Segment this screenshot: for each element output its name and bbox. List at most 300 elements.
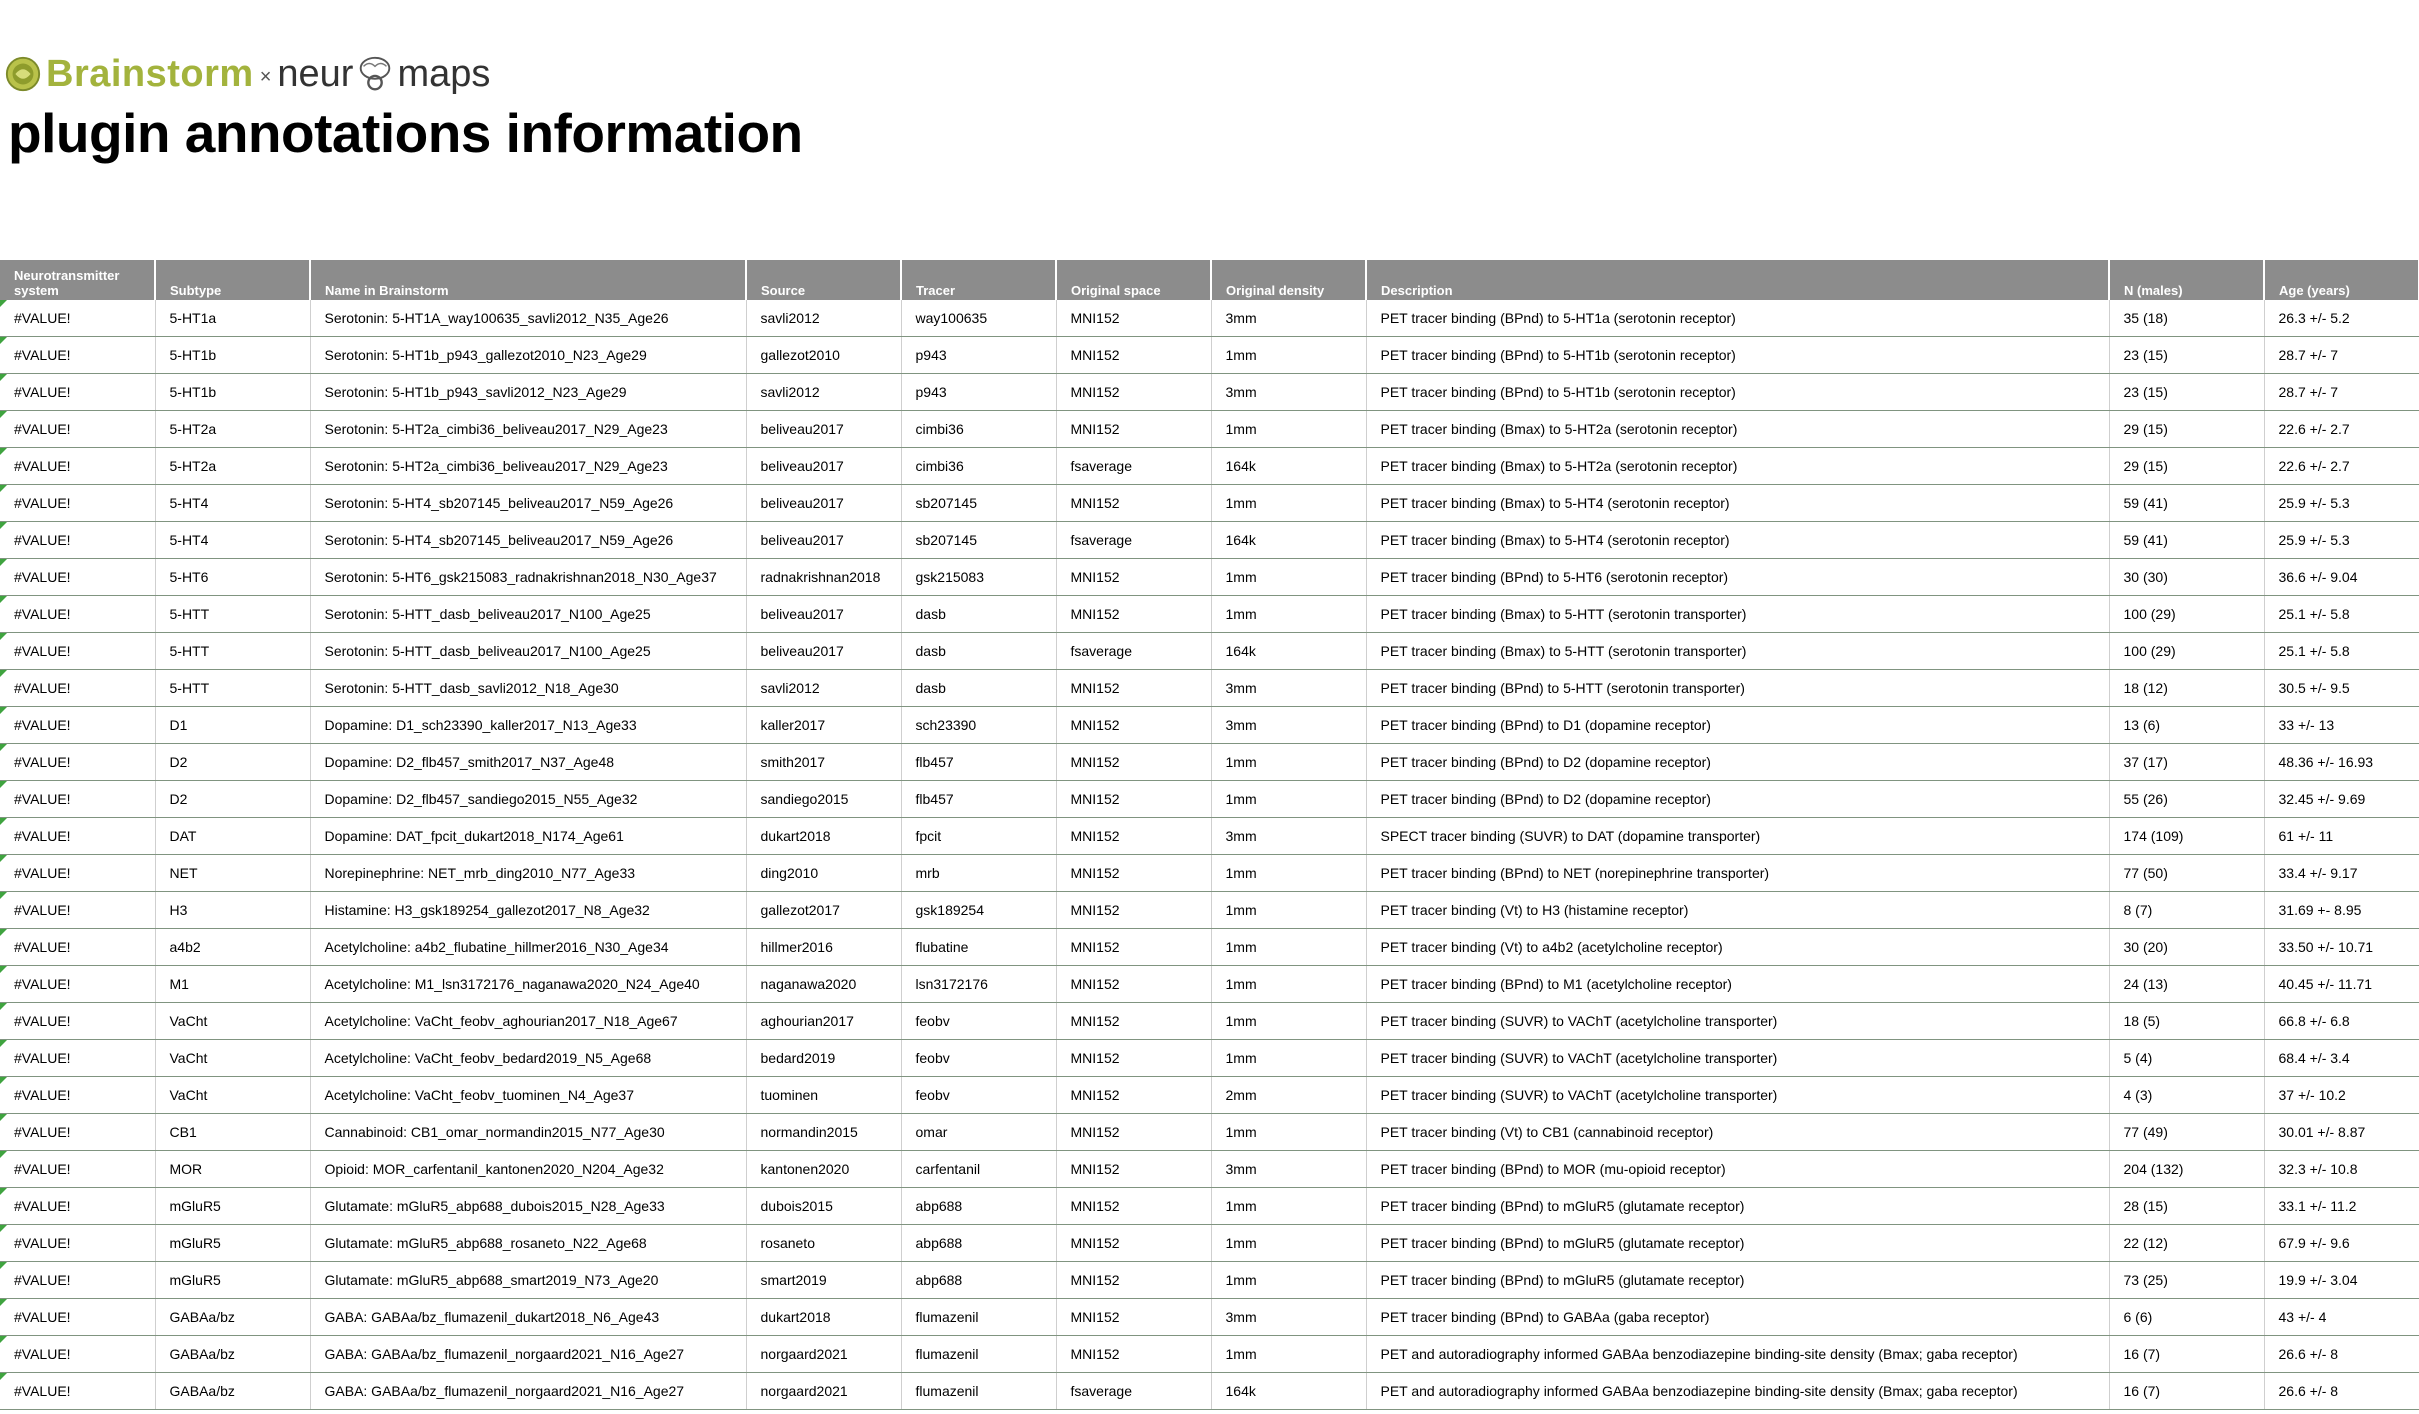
table-cell[interactable]	[310, 1151, 746, 1188]
table-cell[interactable]	[0, 1151, 155, 1188]
table-cell[interactable]	[1366, 744, 2109, 781]
table-cell[interactable]	[2264, 670, 2419, 707]
table-cell[interactable]	[746, 1188, 901, 1225]
table-cell[interactable]	[2109, 485, 2264, 522]
table-cell[interactable]	[310, 411, 746, 448]
table-cell[interactable]	[0, 337, 155, 374]
table-cell[interactable]	[0, 818, 155, 855]
column-header[interactable]: Name in Brainstorm	[310, 260, 746, 300]
table-cell[interactable]	[746, 411, 901, 448]
table-cell[interactable]	[1056, 1188, 1211, 1225]
table-cell[interactable]	[2264, 1188, 2419, 1225]
table-cell[interactable]	[1211, 1299, 1366, 1336]
table-cell[interactable]	[1211, 559, 1366, 596]
table-cell[interactable]	[0, 559, 155, 596]
table-cell[interactable]	[1056, 781, 1211, 818]
table-cell[interactable]	[2264, 781, 2419, 818]
table-cell[interactable]	[1056, 633, 1211, 670]
table-cell[interactable]	[155, 929, 310, 966]
table-cell[interactable]	[1211, 411, 1366, 448]
table-cell[interactable]	[0, 596, 155, 633]
table-cell[interactable]	[0, 1003, 155, 1040]
table-cell[interactable]	[901, 1003, 1056, 1040]
table-cell[interactable]	[1211, 1151, 1366, 1188]
table-cell[interactable]	[0, 448, 155, 485]
table-cell[interactable]	[901, 1373, 1056, 1410]
table-cell[interactable]	[901, 559, 1056, 596]
table-cell[interactable]	[746, 670, 901, 707]
table-cell[interactable]	[155, 855, 310, 892]
table-cell[interactable]	[155, 670, 310, 707]
table-cell[interactable]	[1056, 1003, 1211, 1040]
table-cell[interactable]	[1366, 1003, 2109, 1040]
table-cell[interactable]	[746, 522, 901, 559]
table-cell[interactable]	[2109, 1373, 2264, 1410]
table-cell[interactable]	[0, 411, 155, 448]
table-cell[interactable]	[1366, 1151, 2109, 1188]
table-cell[interactable]	[2109, 448, 2264, 485]
table-cell[interactable]	[0, 300, 155, 337]
table-cell[interactable]	[2264, 448, 2419, 485]
column-header[interactable]: Tracer	[901, 260, 1056, 300]
table-cell[interactable]	[901, 707, 1056, 744]
table-cell[interactable]	[0, 522, 155, 559]
table-cell[interactable]	[1056, 744, 1211, 781]
table-cell[interactable]	[155, 337, 310, 374]
table-cell[interactable]	[155, 1299, 310, 1336]
table-cell[interactable]	[2264, 929, 2419, 966]
table-cell[interactable]	[1056, 522, 1211, 559]
table-cell[interactable]	[1366, 1262, 2109, 1299]
table-cell[interactable]	[901, 1151, 1056, 1188]
table-cell[interactable]	[1366, 855, 2109, 892]
table-cell[interactable]	[1366, 670, 2109, 707]
table-cell[interactable]	[901, 1225, 1056, 1262]
column-header[interactable]: Original density	[1211, 260, 1366, 300]
table-cell[interactable]	[901, 818, 1056, 855]
table-cell[interactable]	[746, 966, 901, 1003]
table-cell[interactable]	[2109, 707, 2264, 744]
table-cell[interactable]	[2264, 1151, 2419, 1188]
table-cell[interactable]	[1211, 485, 1366, 522]
table-cell[interactable]	[1056, 966, 1211, 1003]
table-cell[interactable]	[1056, 1336, 1211, 1373]
table-cell[interactable]	[1366, 411, 2109, 448]
table-cell[interactable]	[746, 1262, 901, 1299]
table-cell[interactable]	[310, 1336, 746, 1373]
table-cell[interactable]	[2109, 411, 2264, 448]
table-cell[interactable]	[1056, 1114, 1211, 1151]
table-cell[interactable]	[310, 892, 746, 929]
table-cell[interactable]	[2109, 374, 2264, 411]
table-cell[interactable]	[746, 781, 901, 818]
table-cell[interactable]	[2264, 707, 2419, 744]
table-cell[interactable]	[0, 633, 155, 670]
table-cell[interactable]	[2264, 633, 2419, 670]
table-cell[interactable]	[310, 818, 746, 855]
table-cell[interactable]	[1366, 559, 2109, 596]
table-cell[interactable]	[1056, 337, 1211, 374]
table-cell[interactable]	[1366, 485, 2109, 522]
column-header[interactable]: Source	[746, 260, 901, 300]
table-cell[interactable]	[310, 559, 746, 596]
table-cell[interactable]	[155, 559, 310, 596]
table-cell[interactable]	[2264, 1077, 2419, 1114]
table-cell[interactable]	[901, 1040, 1056, 1077]
table-cell[interactable]	[746, 855, 901, 892]
table-cell[interactable]	[901, 966, 1056, 1003]
table-cell[interactable]	[0, 707, 155, 744]
table-cell[interactable]	[2109, 781, 2264, 818]
table-cell[interactable]	[310, 1373, 746, 1410]
table-cell[interactable]	[1366, 929, 2109, 966]
table-cell[interactable]	[310, 485, 746, 522]
table-cell[interactable]	[2264, 300, 2419, 337]
table-cell[interactable]	[155, 1336, 310, 1373]
column-header[interactable]: Description	[1366, 260, 2109, 300]
table-cell[interactable]	[0, 1040, 155, 1077]
table-cell[interactable]	[746, 374, 901, 411]
table-cell[interactable]	[1056, 1225, 1211, 1262]
table-cell[interactable]	[0, 1299, 155, 1336]
table-cell[interactable]	[0, 855, 155, 892]
table-cell[interactable]	[1366, 337, 2109, 374]
table-cell[interactable]	[155, 1077, 310, 1114]
table-cell[interactable]	[746, 1225, 901, 1262]
table-cell[interactable]	[2264, 337, 2419, 374]
table-cell[interactable]	[746, 1151, 901, 1188]
table-cell[interactable]	[1211, 707, 1366, 744]
table-cell[interactable]	[155, 966, 310, 1003]
table-cell[interactable]	[310, 855, 746, 892]
table-cell[interactable]	[2109, 818, 2264, 855]
table-cell[interactable]	[310, 1225, 746, 1262]
table-cell[interactable]	[155, 633, 310, 670]
table-cell[interactable]	[1211, 929, 1366, 966]
table-cell[interactable]	[155, 485, 310, 522]
table-cell[interactable]	[746, 1373, 901, 1410]
table-cell[interactable]	[901, 337, 1056, 374]
table-cell[interactable]	[746, 1114, 901, 1151]
table-cell[interactable]	[901, 485, 1056, 522]
table-cell[interactable]	[1056, 670, 1211, 707]
table-cell[interactable]	[746, 744, 901, 781]
table-cell[interactable]	[1211, 337, 1366, 374]
table-cell[interactable]	[2264, 818, 2419, 855]
table-cell[interactable]	[2264, 596, 2419, 633]
table-cell[interactable]	[1211, 1262, 1366, 1299]
table-cell[interactable]	[155, 892, 310, 929]
table-cell[interactable]	[1366, 818, 2109, 855]
table-cell[interactable]	[1211, 1077, 1366, 1114]
table-cell[interactable]	[2264, 1114, 2419, 1151]
table-cell[interactable]	[901, 781, 1056, 818]
table-cell[interactable]	[1056, 374, 1211, 411]
table-cell[interactable]	[2109, 1114, 2264, 1151]
table-cell[interactable]	[901, 300, 1056, 337]
table-cell[interactable]	[2109, 1077, 2264, 1114]
table-cell[interactable]	[1211, 1114, 1366, 1151]
table-cell[interactable]	[746, 448, 901, 485]
table-cell[interactable]	[155, 818, 310, 855]
table-cell[interactable]	[310, 596, 746, 633]
table-cell[interactable]	[310, 744, 746, 781]
table-cell[interactable]	[2109, 337, 2264, 374]
table-cell[interactable]	[1211, 1040, 1366, 1077]
table-cell[interactable]	[901, 1077, 1056, 1114]
table-cell[interactable]	[1211, 855, 1366, 892]
table-cell[interactable]	[310, 337, 746, 374]
table-cell[interactable]	[1211, 744, 1366, 781]
table-cell[interactable]	[2264, 1003, 2419, 1040]
table-cell[interactable]	[1211, 448, 1366, 485]
table-cell[interactable]	[2109, 744, 2264, 781]
table-cell[interactable]	[1211, 1336, 1366, 1373]
table-cell[interactable]	[901, 522, 1056, 559]
table-cell[interactable]	[901, 670, 1056, 707]
table-cell[interactable]	[1366, 1077, 2109, 1114]
table-cell[interactable]	[746, 337, 901, 374]
table-cell[interactable]	[155, 744, 310, 781]
table-cell[interactable]	[901, 855, 1056, 892]
table-cell[interactable]	[1056, 892, 1211, 929]
table-cell[interactable]	[310, 1188, 746, 1225]
table-cell[interactable]	[1056, 559, 1211, 596]
table-cell[interactable]	[0, 781, 155, 818]
table-cell[interactable]	[901, 374, 1056, 411]
table-cell[interactable]	[901, 1114, 1056, 1151]
table-cell[interactable]	[155, 1262, 310, 1299]
table-cell[interactable]	[155, 707, 310, 744]
table-cell[interactable]	[1366, 1299, 2109, 1336]
table-cell[interactable]	[2264, 744, 2419, 781]
table-cell[interactable]	[1056, 707, 1211, 744]
table-cell[interactable]	[1366, 448, 2109, 485]
table-cell[interactable]	[0, 1373, 155, 1410]
table-cell[interactable]	[1366, 707, 2109, 744]
table-cell[interactable]	[1056, 485, 1211, 522]
table-cell[interactable]	[746, 707, 901, 744]
table-cell[interactable]	[901, 1336, 1056, 1373]
table-cell[interactable]	[310, 707, 746, 744]
table-cell[interactable]	[310, 633, 746, 670]
table-cell[interactable]	[0, 670, 155, 707]
table-cell[interactable]	[310, 1003, 746, 1040]
table-cell[interactable]	[310, 966, 746, 1003]
table-cell[interactable]	[1056, 929, 1211, 966]
table-cell[interactable]	[2109, 559, 2264, 596]
table-cell[interactable]	[310, 1299, 746, 1336]
table-cell[interactable]	[746, 596, 901, 633]
table-cell[interactable]	[1056, 411, 1211, 448]
table-cell[interactable]	[0, 1188, 155, 1225]
table-cell[interactable]	[2109, 1299, 2264, 1336]
table-cell[interactable]	[1211, 966, 1366, 1003]
table-cell[interactable]	[1211, 818, 1366, 855]
table-cell[interactable]	[0, 1077, 155, 1114]
table-cell[interactable]	[1056, 855, 1211, 892]
table-cell[interactable]	[310, 1077, 746, 1114]
table-cell[interactable]	[1056, 300, 1211, 337]
table-cell[interactable]	[310, 522, 746, 559]
table-cell[interactable]	[746, 633, 901, 670]
table-cell[interactable]	[0, 966, 155, 1003]
table-cell[interactable]	[1211, 1225, 1366, 1262]
table-cell[interactable]	[901, 596, 1056, 633]
table-cell[interactable]	[2264, 1299, 2419, 1336]
table-cell[interactable]	[2109, 1003, 2264, 1040]
table-cell[interactable]	[1366, 1188, 2109, 1225]
table-cell[interactable]	[310, 929, 746, 966]
table-cell[interactable]	[0, 1262, 155, 1299]
table-cell[interactable]	[1211, 633, 1366, 670]
table-cell[interactable]	[2109, 855, 2264, 892]
table-cell[interactable]	[2109, 670, 2264, 707]
table-cell[interactable]	[746, 1040, 901, 1077]
table-cell[interactable]	[0, 485, 155, 522]
table-cell[interactable]	[0, 744, 155, 781]
column-header[interactable]: Subtype	[155, 260, 310, 300]
table-cell[interactable]	[155, 781, 310, 818]
table-cell[interactable]	[746, 300, 901, 337]
table-cell[interactable]	[1211, 374, 1366, 411]
table-cell[interactable]	[155, 1225, 310, 1262]
table-cell[interactable]	[1366, 966, 2109, 1003]
table-cell[interactable]	[0, 374, 155, 411]
column-header[interactable]: Neurotransmitter system	[0, 260, 155, 300]
table-cell[interactable]	[2109, 1188, 2264, 1225]
table-cell[interactable]	[2109, 929, 2264, 966]
table-cell[interactable]	[1366, 1373, 2109, 1410]
column-header[interactable]: Original space	[1056, 260, 1211, 300]
table-cell[interactable]	[2109, 966, 2264, 1003]
table-cell[interactable]	[1056, 1077, 1211, 1114]
table-cell[interactable]	[1366, 633, 2109, 670]
table-cell[interactable]	[746, 1077, 901, 1114]
table-cell[interactable]	[746, 1336, 901, 1373]
table-cell[interactable]	[2264, 559, 2419, 596]
table-cell[interactable]	[1056, 1040, 1211, 1077]
table-cell[interactable]	[2264, 1262, 2419, 1299]
table-cell[interactable]	[901, 892, 1056, 929]
table-cell[interactable]	[2264, 1336, 2419, 1373]
table-cell[interactable]	[1211, 892, 1366, 929]
table-cell[interactable]	[901, 1262, 1056, 1299]
table-cell[interactable]	[155, 596, 310, 633]
table-cell[interactable]	[1056, 596, 1211, 633]
table-cell[interactable]	[2264, 485, 2419, 522]
table-cell[interactable]	[1366, 300, 2109, 337]
table-cell[interactable]	[901, 929, 1056, 966]
table-cell[interactable]	[1366, 374, 2109, 411]
table-cell[interactable]	[0, 892, 155, 929]
column-header[interactable]: Age (years)	[2264, 260, 2419, 300]
table-cell[interactable]	[1056, 818, 1211, 855]
table-cell[interactable]	[1211, 300, 1366, 337]
table-cell[interactable]	[1211, 1003, 1366, 1040]
table-cell[interactable]	[2264, 966, 2419, 1003]
table-cell[interactable]	[310, 670, 746, 707]
table-cell[interactable]	[310, 1262, 746, 1299]
table-cell[interactable]	[155, 1114, 310, 1151]
table-cell[interactable]	[2264, 1373, 2419, 1410]
table-cell[interactable]	[2109, 300, 2264, 337]
table-cell[interactable]	[1056, 1299, 1211, 1336]
table-cell[interactable]	[0, 1336, 155, 1373]
table-cell[interactable]	[310, 374, 746, 411]
table-cell[interactable]	[310, 1114, 746, 1151]
table-cell[interactable]	[2264, 522, 2419, 559]
table-cell[interactable]	[155, 1040, 310, 1077]
table-cell[interactable]	[2109, 1225, 2264, 1262]
table-cell[interactable]	[310, 300, 746, 337]
table-cell[interactable]	[155, 522, 310, 559]
table-cell[interactable]	[1211, 670, 1366, 707]
table-cell[interactable]	[901, 1188, 1056, 1225]
table-cell[interactable]	[901, 1299, 1056, 1336]
table-cell[interactable]	[155, 1003, 310, 1040]
table-cell[interactable]	[1056, 448, 1211, 485]
table-cell[interactable]	[1211, 1188, 1366, 1225]
table-cell[interactable]	[1366, 1114, 2109, 1151]
table-cell[interactable]	[2109, 1262, 2264, 1299]
table-cell[interactable]	[0, 1114, 155, 1151]
table-cell[interactable]	[155, 1151, 310, 1188]
table-cell[interactable]	[2109, 1151, 2264, 1188]
table-cell[interactable]	[155, 300, 310, 337]
table-cell[interactable]	[1366, 1336, 2109, 1373]
table-cell[interactable]	[155, 1188, 310, 1225]
table-cell[interactable]	[2109, 1336, 2264, 1373]
table-cell[interactable]	[0, 929, 155, 966]
table-cell[interactable]	[1366, 522, 2109, 559]
table-cell[interactable]	[2264, 374, 2419, 411]
table-cell[interactable]	[746, 929, 901, 966]
table-cell[interactable]	[2109, 596, 2264, 633]
table-cell[interactable]	[1056, 1262, 1211, 1299]
table-cell[interactable]	[746, 1299, 901, 1336]
table-cell[interactable]	[746, 892, 901, 929]
table-cell[interactable]	[1211, 596, 1366, 633]
table-cell[interactable]	[155, 1373, 310, 1410]
table-cell[interactable]	[2264, 1225, 2419, 1262]
table-cell[interactable]	[746, 559, 901, 596]
table-cell[interactable]	[901, 448, 1056, 485]
table-cell[interactable]	[746, 818, 901, 855]
table-cell[interactable]	[310, 1040, 746, 1077]
table-cell[interactable]	[2264, 411, 2419, 448]
table-cell[interactable]	[746, 485, 901, 522]
table-cell[interactable]	[2109, 633, 2264, 670]
table-cell[interactable]	[1366, 596, 2109, 633]
table-cell[interactable]	[1211, 1373, 1366, 1410]
table-cell[interactable]	[2109, 1040, 2264, 1077]
table-cell[interactable]	[2264, 1040, 2419, 1077]
table-cell[interactable]	[901, 744, 1056, 781]
table-cell[interactable]	[2109, 892, 2264, 929]
table-cell[interactable]	[1366, 781, 2109, 818]
table-cell[interactable]	[901, 633, 1056, 670]
table-cell[interactable]	[310, 781, 746, 818]
table-cell[interactable]	[155, 374, 310, 411]
table-cell[interactable]	[1211, 781, 1366, 818]
table-cell[interactable]	[1366, 1225, 2109, 1262]
table-cell[interactable]	[1366, 1040, 2109, 1077]
table-cell[interactable]	[155, 448, 310, 485]
table-cell[interactable]	[2264, 855, 2419, 892]
table-cell[interactable]	[310, 448, 746, 485]
table-cell[interactable]	[746, 1003, 901, 1040]
